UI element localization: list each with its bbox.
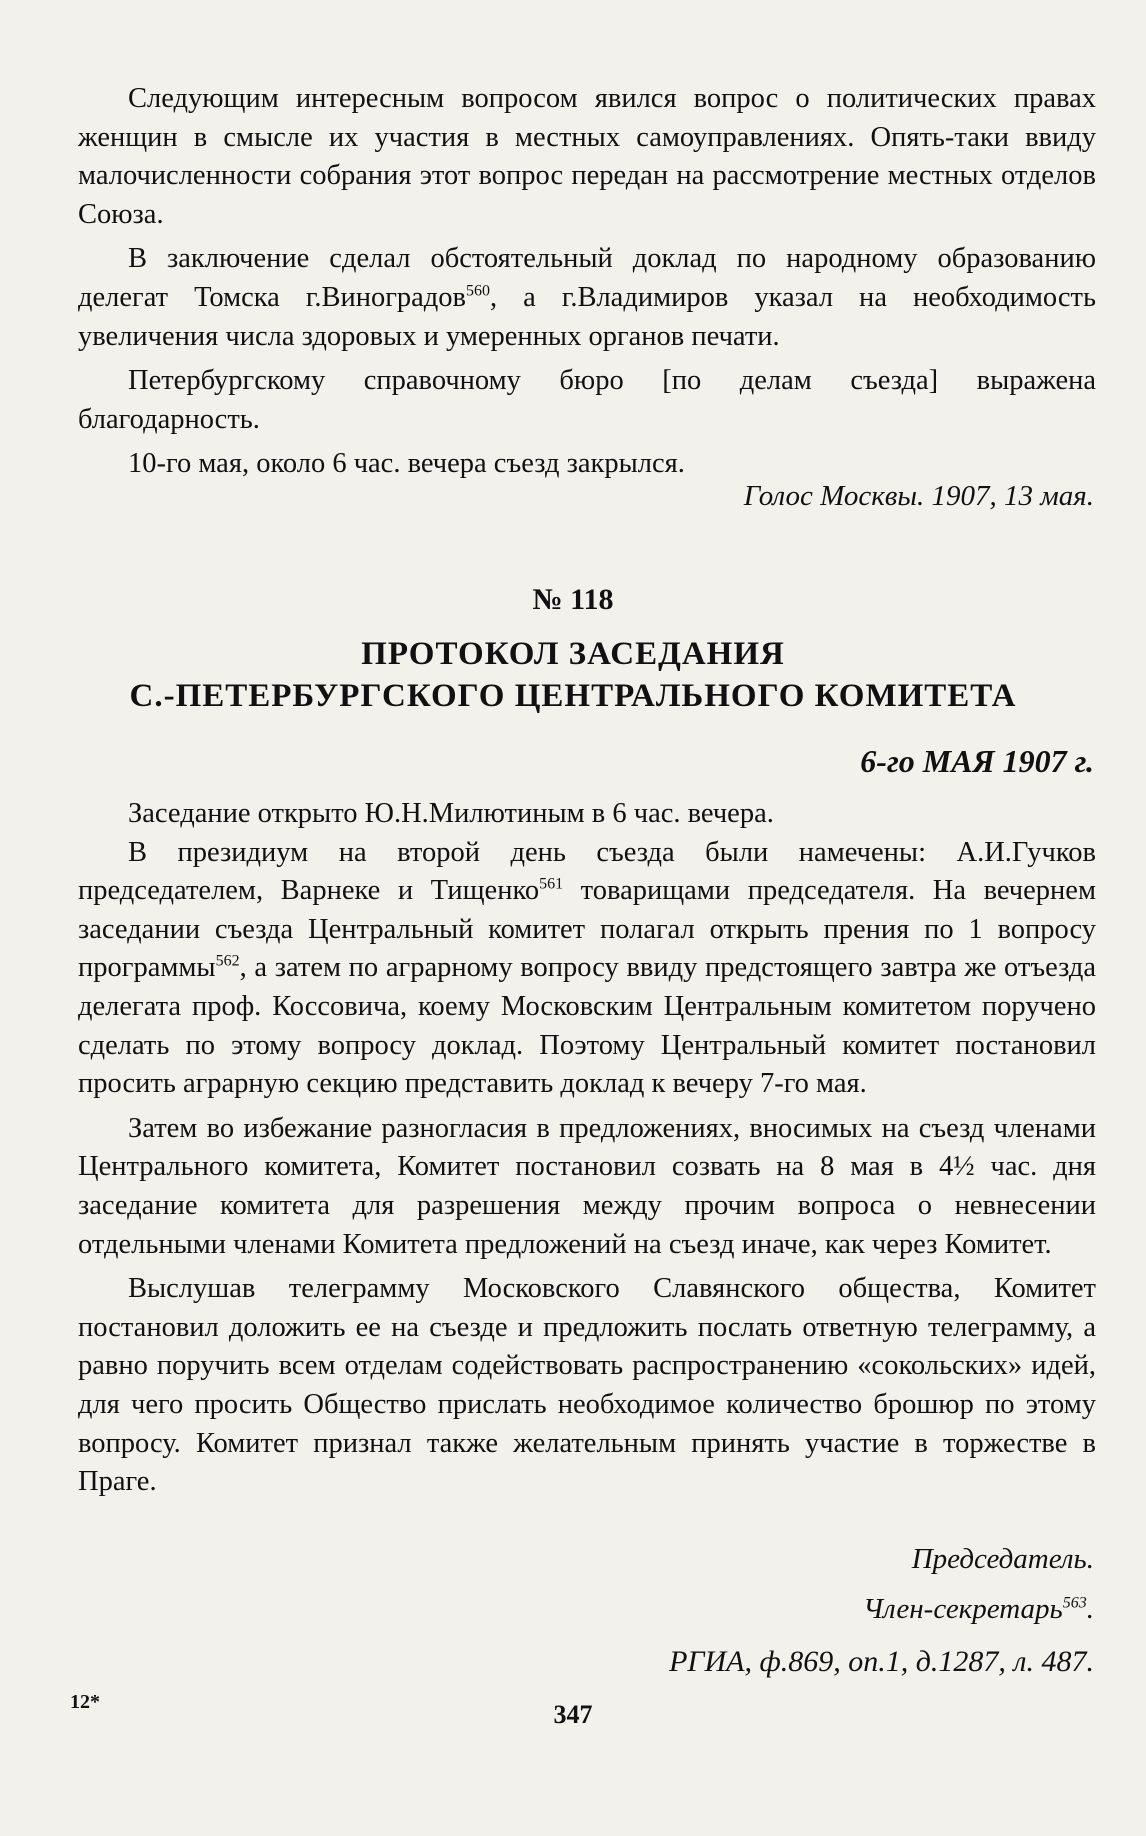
footnote-ref: 561	[539, 875, 564, 893]
document-date: 6-го МАЯ 1907 г.	[860, 743, 1094, 779]
paragraph: Выслушав телеграмму Московского Славянского общества, Комитет постановил доложить ее на съезде и предложить послать ответную телеграмму, а равно поручить всем отделам содействовать распространению «сокольских» идей, для чего просить Общество прислать необходимое количество брошюр по этому вопросу. Комитет признал также желательным принять участие в торжестве в Праге.	[78, 1273, 1096, 1498]
source-citation: Голос Москвы. 1907, 13 мая.	[743, 480, 1094, 512]
paragraph: 10-го мая, около 6 час. вечера съезд закрылся.	[128, 448, 685, 480]
top-section-text	[78, 80, 1096, 484]
paragraph: В президиум на второй день съезда были намечены: А.И.Гучков председателем, Варнеке и Тищенко$^{561}$ товарищами председателя. На вечернем заседании съезда Центральный комитет полагал открыть прения по 1 вопросу программы$^{562}$, а затем по аграрному вопросу ввиду предстоящего завтра же отъезда делегата проф. Коссовича, коему Московским Центральным комитетом поручено сделать по этому вопросу доклад. Поэтому Центральный комитет постановил просить аграрную секцию представить доклад к вечеру 7-го мая.	[78, 836, 1096, 1100]
paragraph: В заключение сделал обстоятельный доклад по народному образованию делегат Томска г.Виноградов$^{560}$, а г.Владимиров указал на необходимость увеличения числа здоровых и умеренных органов печати.	[78, 243, 1096, 352]
archive-reference: РГИА, ф.869, оп.1, д.1287, л. 487.	[669, 1645, 1094, 1678]
page-number: 347	[553, 1700, 593, 1729]
protocol-body	[78, 795, 1096, 1502]
sheet-mark: 12*	[70, 1691, 100, 1713]
footnote-ref: 562	[215, 952, 240, 970]
document-title-line2: С.-ПЕТЕРБУРГСКОГО ЦЕНТРАЛЬНОГО КОМИТЕТА	[129, 678, 1017, 714]
paragraph: Следующим интересным вопросом явился вопрос о политических правах женщин в смысле их участия в местных самоуправлениях. Опять-таки ввиду малочисленности собрания этот вопрос передан на рассмотрение местных отделов Союза.	[78, 83, 1096, 230]
footnote-ref: 560	[466, 282, 491, 300]
paragraph: Петербургскому справочному бюро [по делам съезда] выражена благодарность.	[78, 365, 1096, 435]
footnote-ref: 563	[1062, 1594, 1087, 1612]
paragraph: Затем во избежание разногласия в предложениях, вносимых на съезд членами Центрального комитета, Комитет постановил созвать на 8 мая в 4½ час. дня заседание комитета для разрешения между прочим вопроса о невнесении отдельными членами Комитета предложений на съезд иначе, как через Комитет.	[78, 1112, 1096, 1260]
document-title-line1: ПРОТОКОЛ ЗАСЕДАНИЯ	[361, 636, 785, 672]
signature-secretary: Член-секретарь$^{563}$.	[863, 1593, 1094, 1625]
document-number: № 118	[532, 583, 614, 616]
paragraph: Заседание открыто Ю.Н.Милютиным в 6 час. вечера.	[128, 798, 774, 829]
signature-chairman: Председатель.	[911, 1543, 1094, 1575]
